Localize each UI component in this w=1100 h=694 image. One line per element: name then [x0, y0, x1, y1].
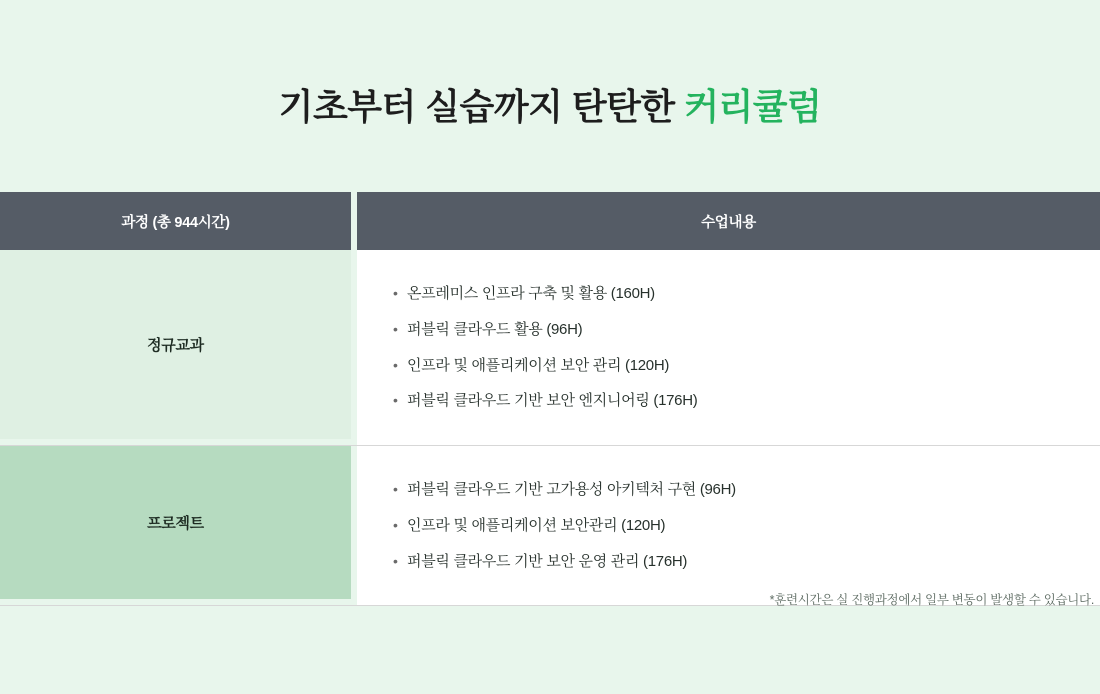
list-item	[393, 544, 1072, 580]
row-category-label: 프로젝트	[0, 446, 357, 605]
list-item	[393, 383, 1072, 419]
list-item	[393, 348, 1072, 384]
list-item-label: 인프라 및 애플리케이션 보안관리 (120H)	[407, 516, 666, 534]
column-header-category: 과정 (총 944시간)	[0, 192, 357, 250]
page-title	[279, 84, 822, 129]
bullet-icon: •	[393, 285, 398, 301]
table-row	[0, 250, 1100, 446]
bullet-icon: •	[393, 552, 398, 569]
page-title-wrapper	[0, 0, 1100, 129]
page-title-accent: 커리큘럼	[684, 86, 822, 127]
footnote-text: *훈련시간은 실 진행과정에서 일부 변동이 발생할 수 있습니다.	[769, 593, 1094, 607]
bullet-icon: •	[393, 516, 398, 533]
list-item-label: 퍼블릭 클라우드 기반 고가용성 아키텍처 구현 (96H)	[407, 481, 736, 498]
column-header-content: 수업내용	[701, 214, 756, 231]
bullet-icon: •	[393, 320, 398, 337]
list-item-label: 인프라 및 애플리케이션 보안 관리 (120H)	[407, 356, 670, 374]
bullet-icon: •	[393, 392, 398, 409]
list-item-label: 온프레미스 인프라 구축 및 활용 (160H)	[407, 285, 655, 302]
list-item-label: 퍼블릭 클라우드 활용 (96H)	[407, 320, 583, 338]
list-item	[393, 312, 1072, 348]
bullet-icon: •	[393, 356, 398, 373]
row-category-label: 정규교과	[0, 250, 357, 445]
row-content-list	[357, 446, 1100, 605]
row-content-list	[357, 250, 1100, 445]
table-header-row	[0, 192, 1100, 250]
list-item-label: 퍼블릭 클라우드 기반 보안 엔지니어링 (176H)	[407, 392, 698, 410]
table-row	[0, 446, 1100, 606]
bullet-icon: •	[393, 481, 398, 497]
list-item	[393, 472, 1072, 508]
curriculum-table	[0, 192, 1100, 606]
list-item	[393, 276, 1072, 312]
page-title-plain: 기초부터 실습까지 탄탄한	[278, 86, 685, 127]
list-item-label: 퍼블릭 클라우드 기반 보안 운영 관리 (176H)	[407, 552, 688, 570]
list-item	[393, 508, 1072, 544]
